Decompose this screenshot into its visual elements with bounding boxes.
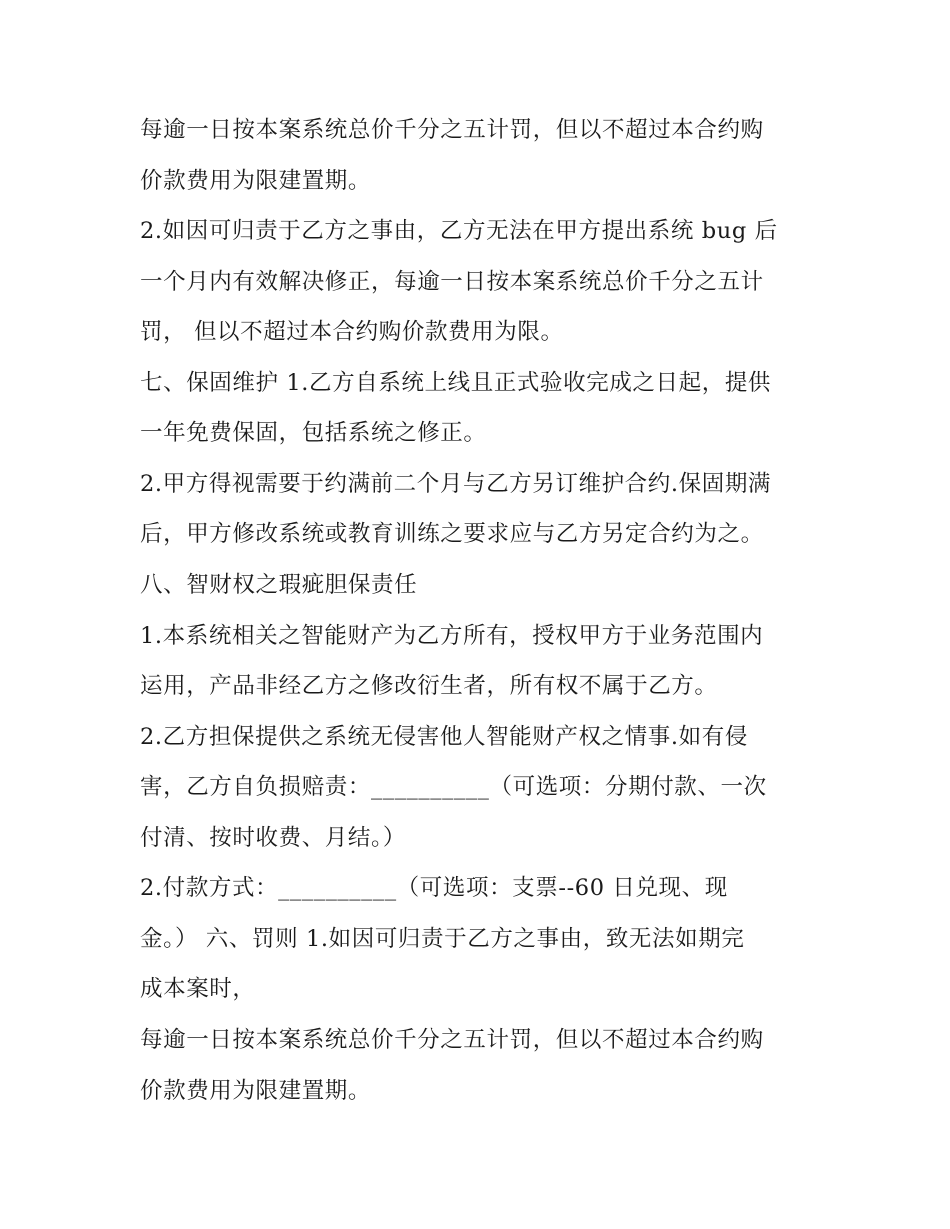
text-line: 2.付款方式：__________（可选项：支票--60 日兑现、现 xyxy=(140,875,728,901)
text-line: 金。） 六、罚则 1.如因可归责于乙方之事由，致无法如期完 xyxy=(140,926,745,952)
text-line: 一年免费保固，包括系统之修正。 xyxy=(140,420,487,446)
text-line: 成本案时， xyxy=(140,976,256,1002)
text-line: 运用，产品非经乙方之修改衍生者，所有权不属于乙方。 xyxy=(140,673,718,699)
text-line: 一个月内有效解决修正，每逾一日按本案系统总价千分之五计 xyxy=(140,269,764,295)
text-line: 价款费用为限建置期。 xyxy=(140,168,372,194)
text-line: 2.乙方担保提供之系统无侵害他人智能财产权之情事.如有侵 xyxy=(140,724,748,750)
text-line: 罚， 但以不超过本合约购价款费用为限。 xyxy=(140,319,564,345)
text-line: 价款费用为限建置期。 xyxy=(140,1078,372,1104)
text-line: 2.如因可归责于乙方之事由，乙方无法在甲方提出系统 bug 后 xyxy=(140,218,778,244)
text-line: 后，甲方修改系统或教育训练之要求应与乙方另定合约为之。 xyxy=(140,521,764,547)
text-line: 付清、按时收费、月结。） xyxy=(140,825,406,851)
text-line: 每逾一日按本案系统总价千分之五计罚，但以不超过本合约购 xyxy=(140,117,764,143)
text-line: 2.甲方得视需要于约满前二个月与乙方另订维护合约.保固期满 xyxy=(140,471,772,497)
text-line: 七、保固维护 1.乙方自系统上线且正式验收完成之日起，提供 xyxy=(140,370,772,396)
text-line: 每逾一日按本案系统总价千分之五计罚，但以不超过本合约购 xyxy=(140,1027,764,1053)
section-heading: 八、智财权之瑕疵胆保责任 xyxy=(140,572,418,598)
text-line: 1.本系统相关之智能财产为乙方所有，授权甲方于业务范围内 xyxy=(140,623,764,649)
text-line: 害，乙方自负损赔责：__________（可选项：分期付款、一次 xyxy=(140,774,767,800)
